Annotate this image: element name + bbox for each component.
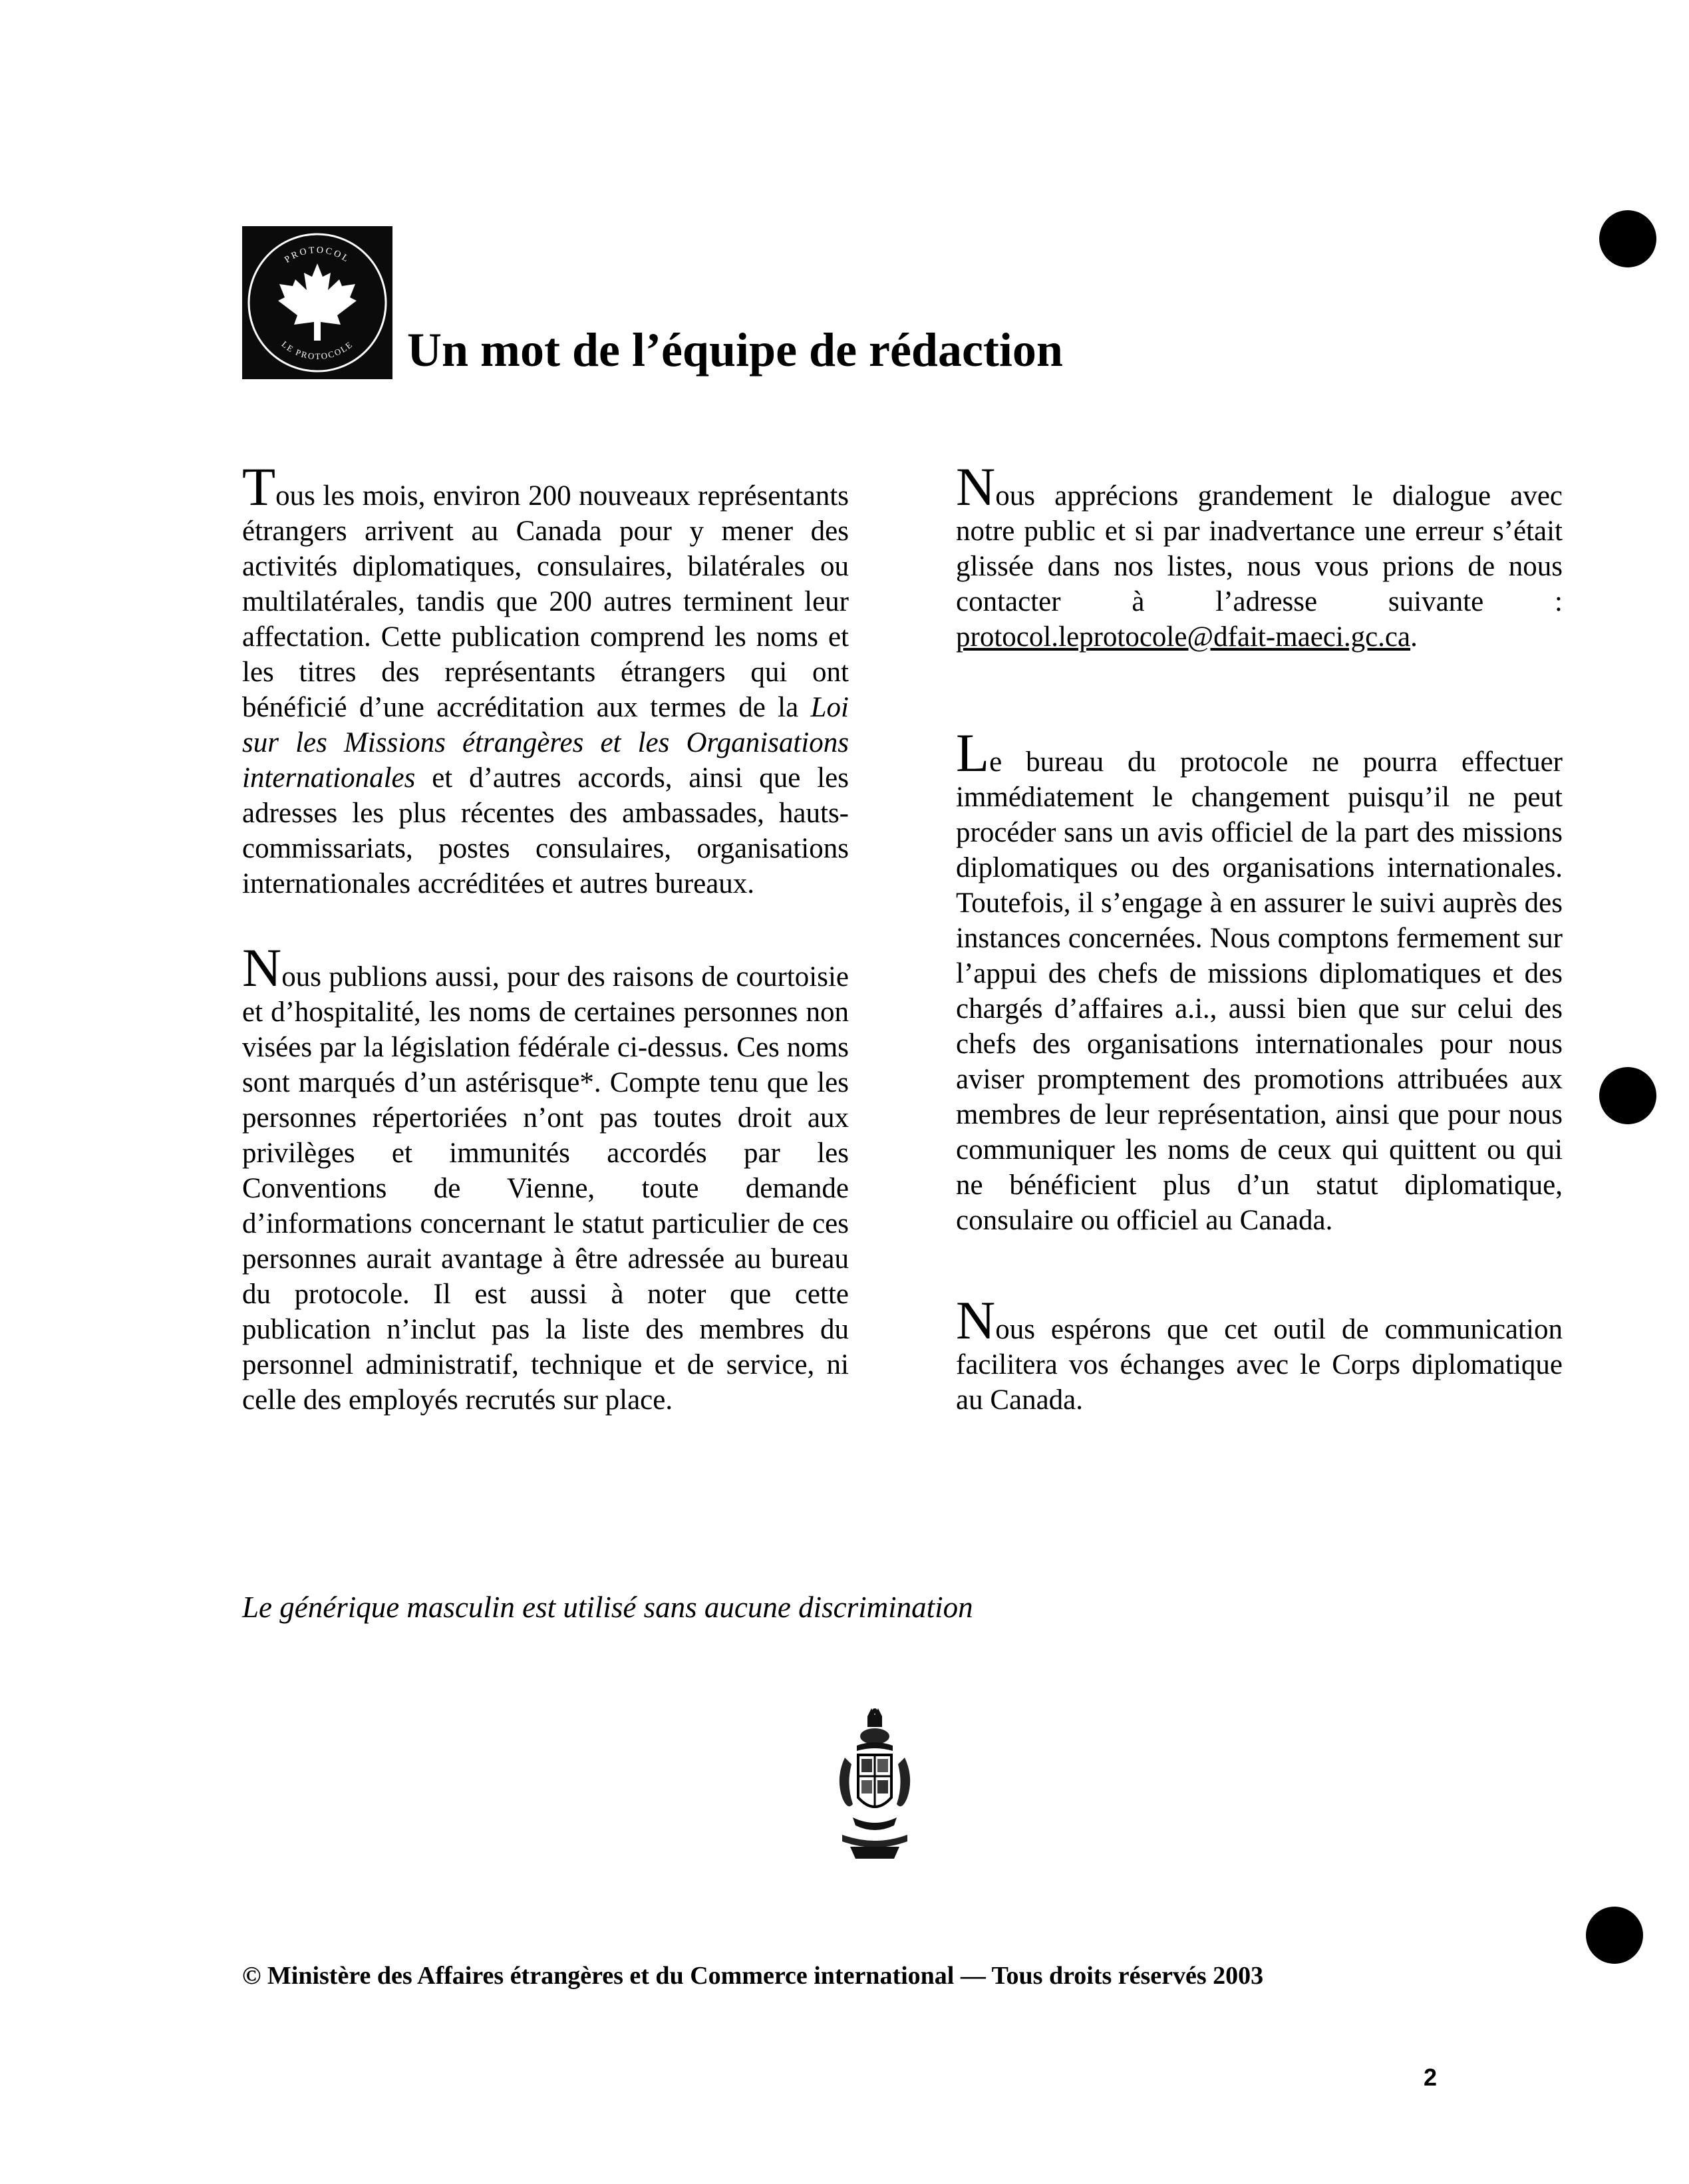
contact-paragraph xyxy=(956,456,1563,655)
punch-hole-middle xyxy=(1599,1067,1656,1124)
courtesy-paragraph: Nous publions aussi, pour des raisons de courtoisie et d’hospitalité, les noms de certaines personnes non visées par la législation fédérale ci-dessus. Ces noms sont marqués d’un astérisque*. Compte tenu que les personnes répertoriées n’ont pas toutes droit aux privilèges et immunités accordés par les Conventions de Vienne, toute demande d’informations concernant le statut particulier de ces personnes aurait avantage à être adressée au bureau du protocole. Il est aussi à noter que cette publication n’inclut pas la liste des membres du personnel administratif, technique et de service, ni celle des employés recrutés sur place. xyxy=(242,937,849,1416)
contact-text: Nous apprécions grandement le dialogue avec notre public et si par inadvertance une erreur s’était glissée dans nos listes, nous vous prions de nous contacter à l’adresse suivante : xyxy=(956,456,1563,617)
coat-of-arms-icon xyxy=(833,1704,917,1863)
copyright-footer: © Ministère des Affaires étrangères et du Commerce international — Tous droits réservés 2003 xyxy=(242,1962,1264,1990)
left-column xyxy=(242,456,849,1418)
punch-hole-bottom xyxy=(1586,1907,1643,1964)
intro-text-end: et d’autres accords, ainsi que les adresses les plus récentes des ambassades, hauts-commissariats, postes consulaires, organisations internationales accréditées et autres bureaux. xyxy=(242,762,849,899)
svg-text:PROTOCOL: PROTOCOL xyxy=(283,245,352,265)
page-title: Un mot de l’équipe de rédaction xyxy=(407,323,1063,377)
intro-paragraph xyxy=(242,456,849,901)
protocol-maple-leaf-logo xyxy=(242,226,392,379)
closing-paragraph: Nous espérons que cet outil de communication facilitera vos échanges avec le Corps diplomatique au Canada. xyxy=(956,1290,1563,1416)
contact-text-end: . xyxy=(1410,621,1418,653)
protocol-office-paragraph: Le bureau du protocole ne pourra effectuer immédiatement le changement puisqu’il ne peut procéder sans un avis officiel de la part des missions diplomatiques ou des organisations internationales. Toutefois, il s’engage à en assurer le suivi auprès des instances concernées. Nous comptons fermement sur l’appui des chefs de missions diplomatiques et des chargés d’affaires a.i., aussi bien que sur celui des chefs des organisations internationales pour nous aviser promptement des promotions attribuées aux membres de leur représentation, ainsi que pour nous communiquer les noms de ceux qui quittent ou qui ne bénéficient plus d’un statut diplomatique, consulaire ou officiel au Canada. xyxy=(956,722,1563,1236)
svg-text:LE PROTOCOLE: LE PROTOCOLE xyxy=(279,339,355,362)
contact-email-link[interactable]: protocol.leprotocole@dfait-maeci.gc.ca xyxy=(956,621,1411,653)
law-title: Loi sur les Missions étrangères et les Organisations internationales xyxy=(242,692,849,794)
gender-note: Le générique masculin est utilisé sans aucune discrimination xyxy=(242,1591,973,1624)
page-number: 2 xyxy=(1424,2064,1438,2091)
intro-text-start: Tous les mois, environ 200 nouveaux représentants étrangers arrivent au Canada pour y mener des activités diplomatiques, consulaires, bilatérales ou multilatérales, tandis que 200 autres terminent leur affectation. Cette publication comprend les noms et les titres des représentants étrangers qui ont bénéficié d’une accréditation aux termes de la xyxy=(242,456,849,723)
right-column xyxy=(956,456,1563,1418)
punch-hole-top xyxy=(1599,210,1656,267)
